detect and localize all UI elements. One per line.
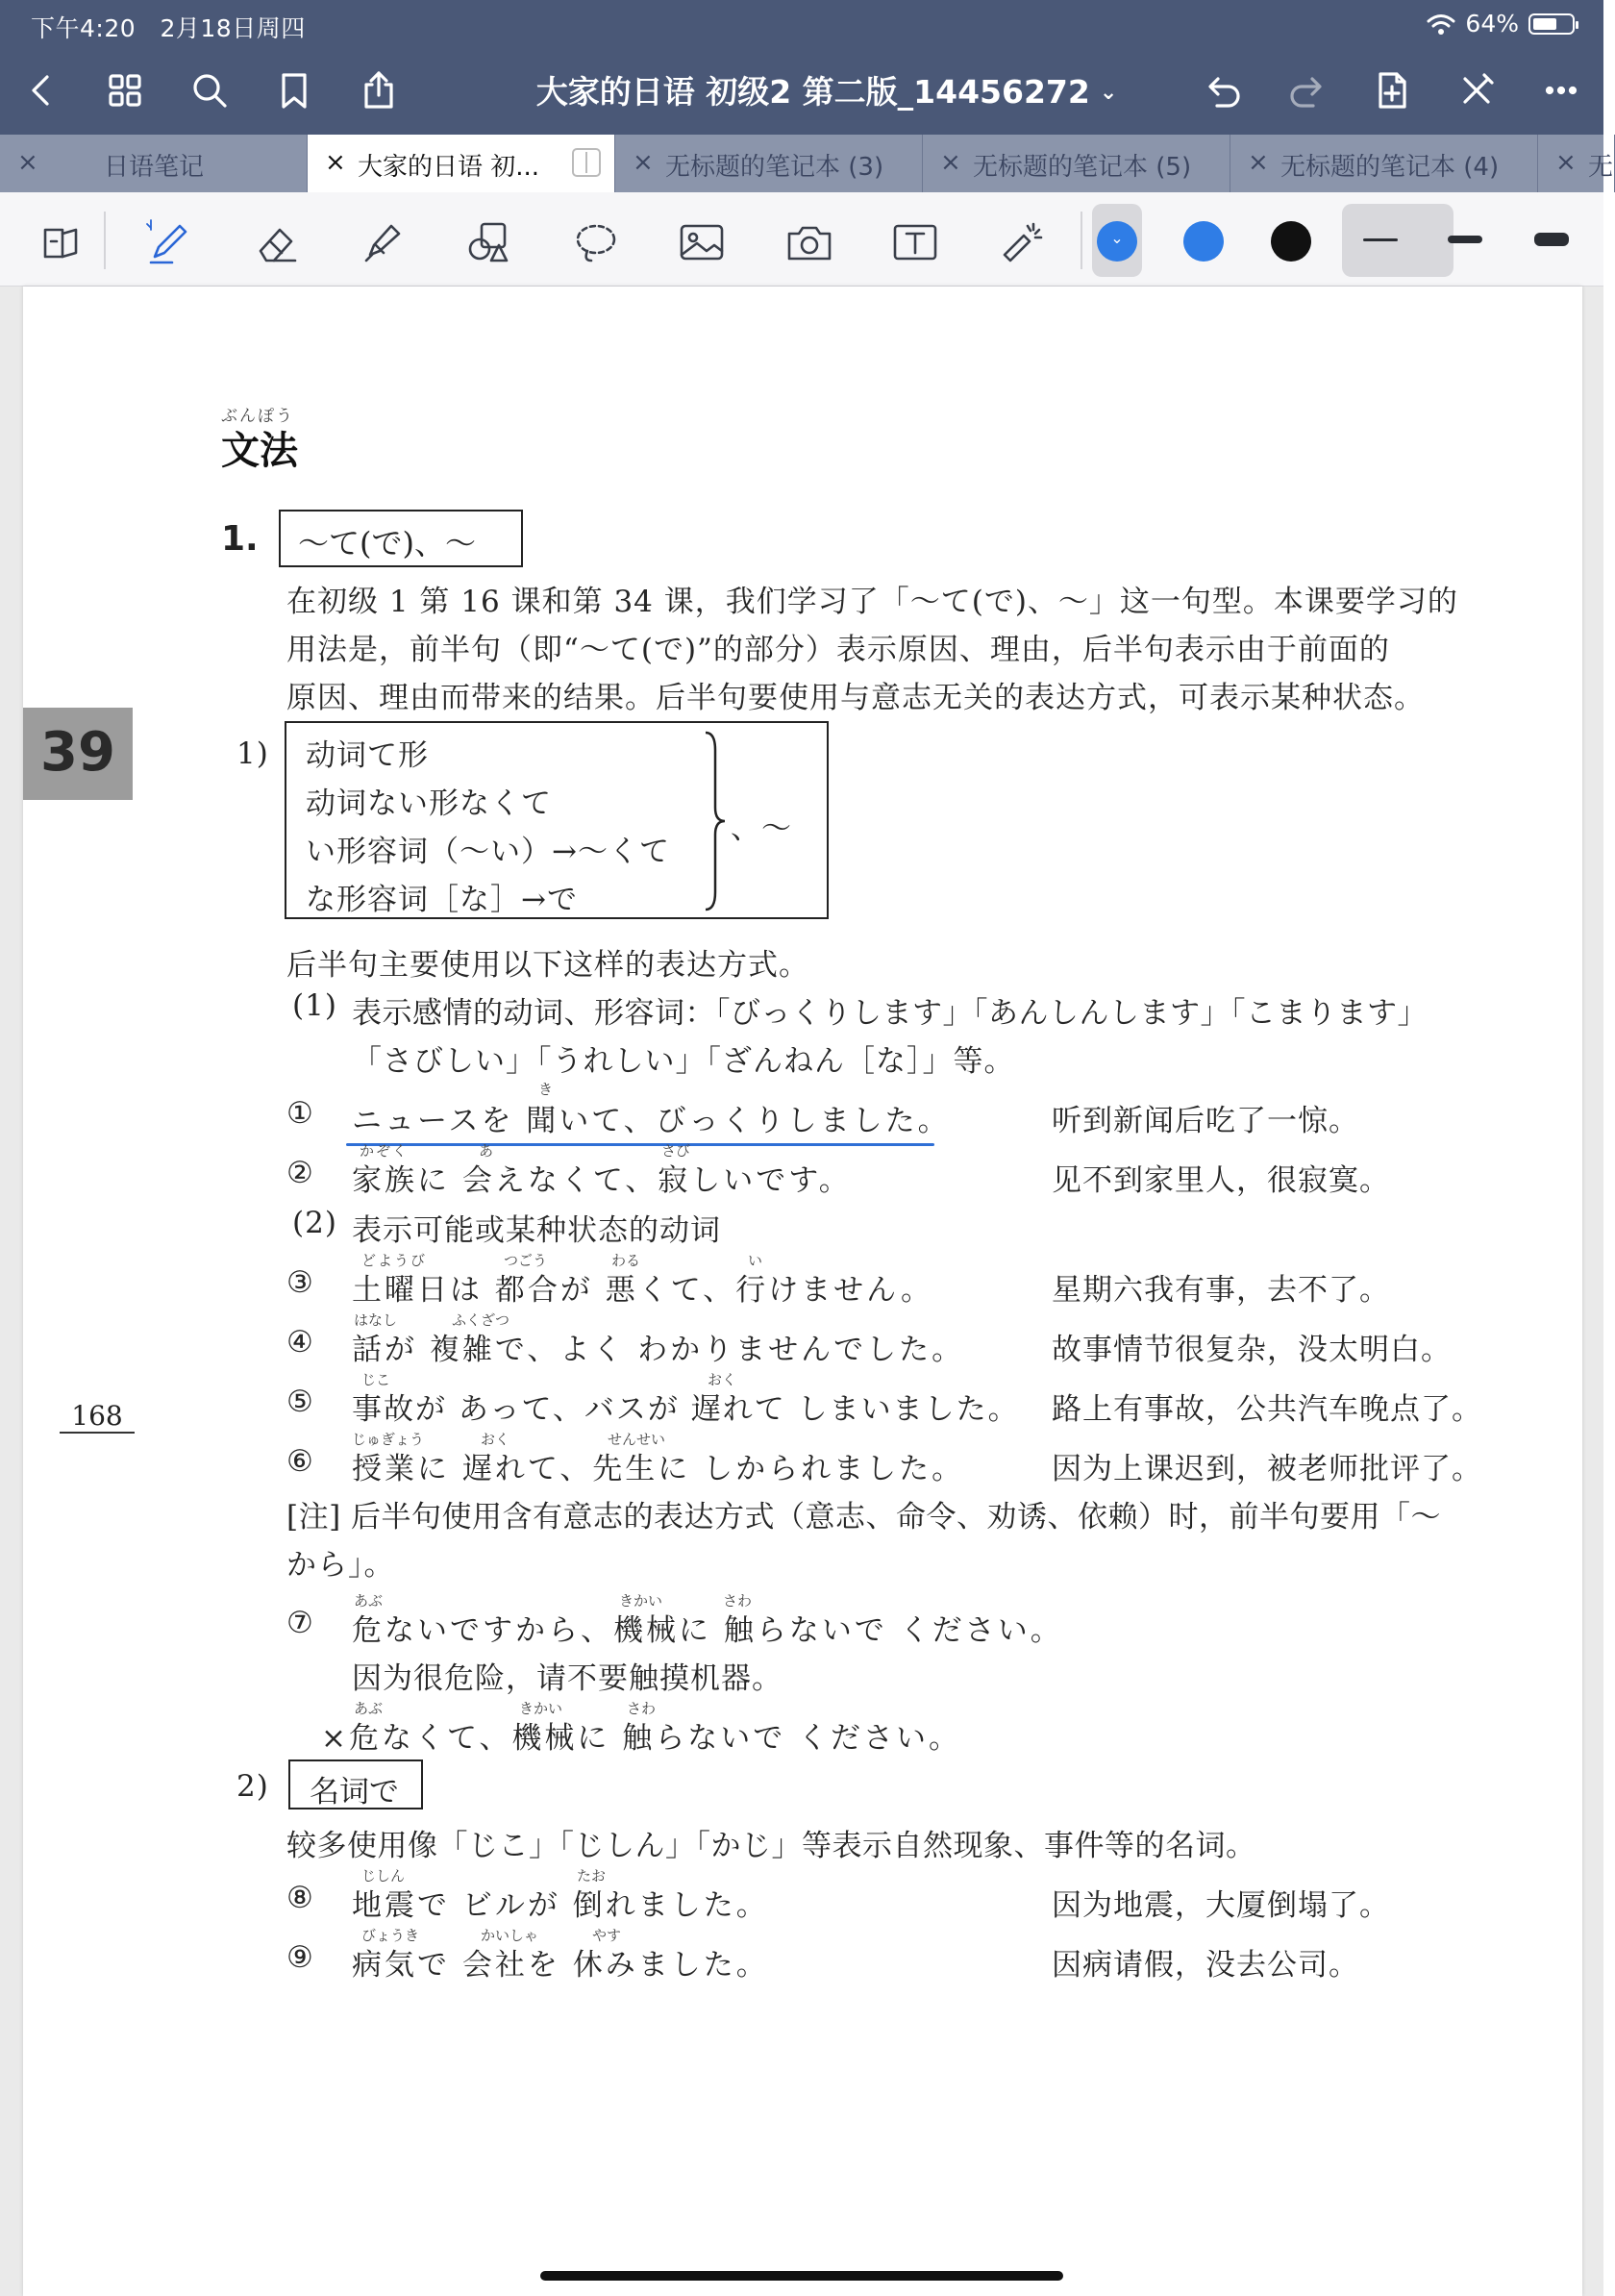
example-japanese: ニュースを 聞いて、びっくりしました。 <box>352 1104 951 1138</box>
ruby-text: きかい <box>519 1700 563 1717</box>
example-number: ④ <box>286 1325 314 1360</box>
more-icon[interactable] <box>1530 60 1592 121</box>
ruby-text: き <box>538 1081 554 1098</box>
usage-text: 表示感情的动词、形容词：「びっくりします」「あんしんします」「こまります」 <box>352 996 1428 1031</box>
back-icon[interactable] <box>12 60 73 121</box>
clock-time: 下午4:20 <box>31 14 137 42</box>
grammar-pattern-box: 名词で <box>288 1759 423 1809</box>
form-line: い形容词（～い）→～くて <box>306 835 670 869</box>
add-page-icon[interactable] <box>1361 60 1423 121</box>
image-icon[interactable] <box>671 212 733 273</box>
example-japanese: 話が 複雑で、よく わかりませんでした。 <box>352 1333 965 1367</box>
ruby-text: わる <box>611 1252 641 1269</box>
tab-label: 无标题的笔记本 (4) <box>1280 153 1500 182</box>
wifi-icon <box>1427 12 1455 36</box>
toolbar-divider <box>1081 212 1082 269</box>
tab-label: 日语笔记 <box>104 153 205 182</box>
ruby-text: つごう <box>504 1252 548 1269</box>
thickness-thick[interactable] <box>1534 233 1569 246</box>
example-number: ⑦ <box>286 1606 314 1640</box>
highlighter-icon[interactable] <box>352 212 413 273</box>
note-text: から」。 <box>286 1548 395 1583</box>
text-icon[interactable] <box>884 212 946 273</box>
laser-pointer-icon[interactable] <box>990 212 1052 273</box>
tab-riyu-notes[interactable] <box>0 135 308 192</box>
example-number: ⑨ <box>286 1940 314 1975</box>
close-icon[interactable]: × <box>325 148 346 177</box>
status-time <box>31 10 306 44</box>
pen-annotation-underline[interactable] <box>346 1143 934 1146</box>
example-japanese: 授業に 遅れて、先生に しかられました。 <box>352 1452 965 1486</box>
ruby-text: かぞく <box>360 1142 410 1160</box>
close-icon[interactable]: × <box>633 148 654 177</box>
grid-icon[interactable] <box>94 60 156 121</box>
ruby-text: たお <box>577 1867 607 1884</box>
form-line: 动词て形 <box>306 738 429 773</box>
example-chinese: 故事情节很复杂，没太明白。 <box>1052 1333 1452 1367</box>
bookmark-icon[interactable] <box>263 60 325 121</box>
split-view-icon[interactable] <box>572 148 601 177</box>
ruby-text: あぶ <box>354 1700 384 1717</box>
example-chinese: 见不到家里人，很寂寞。 <box>1052 1163 1390 1198</box>
camera-icon[interactable] <box>779 212 840 273</box>
point-label: 2) <box>236 1769 269 1804</box>
ruby-text: ふくざつ <box>452 1311 510 1329</box>
example-number: ⑤ <box>286 1385 314 1419</box>
top-bar <box>0 0 1603 142</box>
ruby-text: じしん <box>361 1867 406 1884</box>
close-icon[interactable]: × <box>940 148 961 177</box>
chevron-down-icon: ⌄ <box>1099 81 1118 105</box>
section-heading: 文法 <box>221 429 298 473</box>
tab-bar <box>0 135 1614 192</box>
search-icon[interactable] <box>179 60 240 121</box>
usage-label: (2) <box>292 1206 337 1240</box>
page-number: 168 <box>60 1400 135 1434</box>
ruby-text: じこ <box>361 1371 391 1388</box>
toolbar-divider <box>104 212 106 269</box>
example-japanese: 家族に 会えなくて、寂しいです。 <box>352 1163 852 1198</box>
incorrect-example: ×危なくて、機械に 触らないで ください。 <box>321 1721 962 1756</box>
example-chinese: 因为很危险，请不要触摸机器。 <box>352 1661 783 1696</box>
intro-line: 原因、理由而带来的结果。后半句要使用与意志无关的表达方式，可表示某种状态。 <box>286 681 1425 715</box>
usage-intro: 后半句主要使用以下这样的表达方式。 <box>286 948 809 983</box>
example-chinese: 因为地震，大厦倒塌了。 <box>1052 1888 1390 1923</box>
example-number: ② <box>286 1156 314 1190</box>
form-line: な形容词［な］→で <box>306 883 578 917</box>
example-number: ⑧ <box>286 1881 314 1915</box>
grammar-pattern-box: ～て(で)、～ <box>279 510 523 567</box>
lesson-number-tab: 39 <box>23 708 133 800</box>
thickness-thin[interactable] <box>1363 238 1398 241</box>
ruby-text: さび <box>661 1142 691 1160</box>
ruby-text: い <box>748 1252 763 1269</box>
color-swatch-blue-selected[interactable] <box>1097 221 1137 262</box>
ruby-text: びょうき <box>361 1927 420 1944</box>
app-bar <box>0 46 1603 142</box>
tab-overflow[interactable] <box>1538 135 1615 192</box>
point-label: 1) <box>236 736 269 771</box>
undo-icon[interactable] <box>1192 60 1254 121</box>
example-chinese: 星期六我有事，去不了。 <box>1052 1273 1390 1308</box>
form-tail: 、～ <box>731 811 792 846</box>
example-chinese: 听到新闻后吃了一惊。 <box>1052 1104 1359 1138</box>
color-swatch-black[interactable] <box>1271 221 1311 262</box>
tab-notebook-4[interactable] <box>1230 135 1538 192</box>
tab-label: 无 <box>1588 153 1614 182</box>
ruby-text: あ <box>479 1142 494 1160</box>
example-number: ① <box>286 1096 314 1131</box>
ruby-text: かいしゃ <box>481 1927 539 1944</box>
form-line: 动词ない形なくて <box>306 786 552 821</box>
eraser-icon[interactable] <box>246 212 308 273</box>
example-chinese: 路上有事故，公共汽车晚点了。 <box>1052 1392 1482 1427</box>
example-chinese: 因为上课迟到，被老师批评了。 <box>1052 1452 1482 1486</box>
tab-notebook-5[interactable] <box>923 135 1230 192</box>
close-icon[interactable]: × <box>1248 148 1269 177</box>
usage-label: (1) <box>292 988 337 1023</box>
thickness-selected-bg <box>1342 204 1454 277</box>
close-tools-icon[interactable] <box>1446 60 1507 121</box>
status-right <box>1427 10 1575 37</box>
pen-icon[interactable] <box>138 212 200 273</box>
ruby-text: どようび <box>361 1252 428 1269</box>
status-bar <box>0 0 1603 46</box>
grammar-number: 1. <box>221 519 259 559</box>
ruby-text: おく <box>481 1431 510 1448</box>
ruby-text: きかい <box>619 1592 663 1610</box>
ruby-text: さわ <box>723 1592 753 1610</box>
example-japanese: 地震で ビルが 倒れました。 <box>352 1888 769 1923</box>
read-mode-icon[interactable] <box>31 212 92 273</box>
share-icon[interactable] <box>348 60 410 121</box>
color-swatch-blue[interactable] <box>1183 221 1224 262</box>
ruby-text: おく <box>708 1371 737 1388</box>
ruby-text: じゅぎょう <box>352 1431 425 1448</box>
example-japanese: 事故が あって、バスが 遅れて しまいました。 <box>352 1392 1020 1427</box>
chevron-down-icon: ⌄ <box>1110 229 1124 247</box>
point-description: 较多使用像「じこ」「じしん」「かじ」等表示自然现象、事件等的名词。 <box>286 1829 1256 1863</box>
tab-label: 无标题的笔记本 (3) <box>665 153 884 182</box>
usage-text: 「さびしい」「うれしい」「ざんねん［な］」等。 <box>352 1044 1015 1079</box>
close-icon[interactable]: × <box>1555 148 1577 177</box>
ruby-text: はなし <box>354 1311 398 1329</box>
tab-current-document[interactable] <box>308 135 615 192</box>
ruby-text: せんせい <box>608 1431 666 1448</box>
usage-text: 表示可能或某种状态的动词 <box>352 1213 721 1248</box>
example-number: ③ <box>286 1265 314 1300</box>
example-japanese: 病気で 会社を 休みました。 <box>352 1948 769 1983</box>
document-title-text: 大家的日语 初级2 第二版_14456272 <box>535 73 1090 111</box>
tab-label: 大家的日语 初... <box>358 153 540 182</box>
close-icon[interactable]: × <box>17 148 38 177</box>
brace-icon <box>704 731 727 911</box>
tab-notebook-3[interactable] <box>615 135 923 192</box>
example-number: ⑥ <box>286 1444 314 1479</box>
battery-icon <box>1528 13 1575 35</box>
intro-line: 用法是，前半句（即“～て(で)”的部分）表示原因、理由，后半句表示由于前面的 <box>286 633 1390 667</box>
intro-line: 在初级 1 第 16 课和第 34 课，我们学习了「～て(で)、～」这一句型。本课要学习的 <box>286 585 1458 619</box>
battery-percent: 64% <box>1465 10 1519 37</box>
battery-fill <box>1533 18 1556 30</box>
ruby-text: さわ <box>627 1700 657 1717</box>
example-japanese: 土曜日は 都合が 悪くて、行けません。 <box>352 1273 933 1308</box>
ruby-text: やす <box>592 1927 622 1944</box>
lasso-icon[interactable] <box>565 212 627 273</box>
shapes-icon[interactable] <box>460 212 521 273</box>
note-text: [注] 后半句使用含有意志的表达方式（意志、命令、劝诱、依赖）时，前半句要用「～ <box>286 1500 1442 1535</box>
home-indicator[interactable] <box>540 2271 1063 2281</box>
thickness-medium[interactable] <box>1448 236 1482 243</box>
redo-icon[interactable] <box>1277 60 1338 121</box>
document-title[interactable] <box>519 67 1134 112</box>
ruby-text: ぶんぽう <box>221 407 294 426</box>
clock-date: 2月18日周四 <box>160 14 306 42</box>
ruby-text: あぶ <box>354 1592 384 1610</box>
example-japanese: 危ないですから、機械に 触らないで ください。 <box>352 1613 1063 1648</box>
example-chinese: 因病请假，没去公司。 <box>1052 1948 1359 1983</box>
tab-label: 无标题的笔记本 (5) <box>973 153 1192 182</box>
